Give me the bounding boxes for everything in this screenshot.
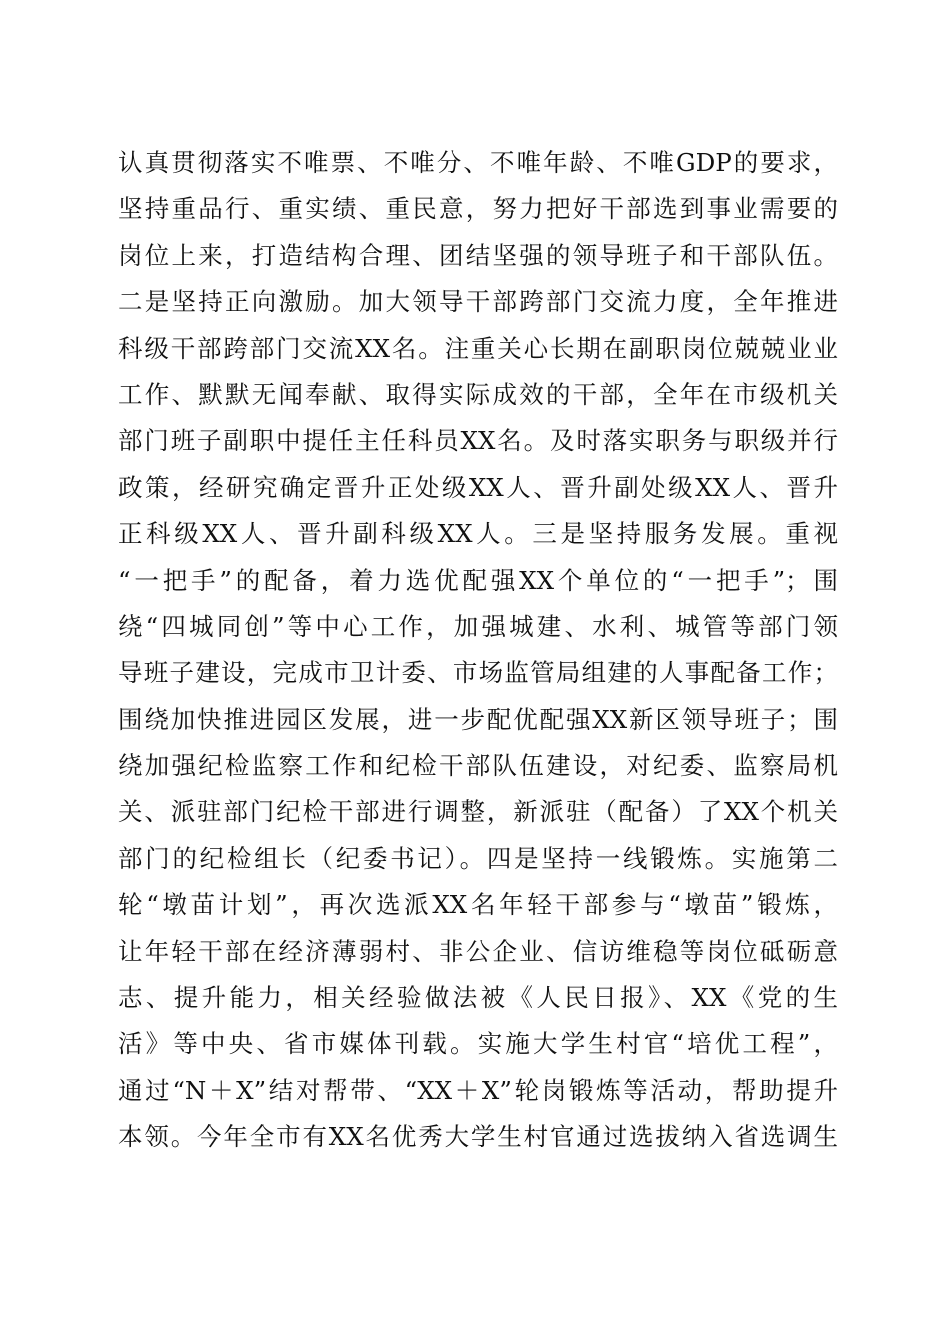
text-line: 二是坚持正向激励。加大领导干部跨部门交流力度，全年推进 [118,287,838,317]
text-line: 轮“墩苗计划”，再次选派XX名年轻干部参与“墩苗”锻炼， [118,890,838,920]
text-line: 工作、默默无闻奉献、取得实际成效的干部，全年在市级机关 [118,379,838,409]
text-line: 认真贯彻落实不唯票、不唯分、不唯年龄、不唯GDP的要求， [118,148,838,177]
text-line: 本领。今年全市有XX名优秀大学生村官通过选拔纳入省选调生 [118,1122,838,1152]
body-paragraph [118,140,838,1161]
text-line: 政策，经研究确定晋升正处级XX人、晋升副处级XX人、晋升 [118,472,838,502]
text-line: 部门班子副职中提任主任科员XX名。及时落实职务与职级并行 [118,426,838,456]
text-line: “一把手”的配备，着力选优配强XX个单位的“一把手”；围 [118,565,838,595]
text-line: 部门的纪检组长（纪委书记）。四是坚持一线锻炼。实施第二 [118,843,838,873]
text-line: 坚持重品行、重实绩、重民意，努力把好干部选到事业需要的 [118,194,838,224]
text-line: 活》等中央、省市媒体刊载。实施大学生村官“培优工程”， [118,1029,838,1059]
text-line: 关、派驻部门纪检干部进行调整，新派驻（配备）了XX个机关 [118,797,838,827]
text-line: 科级干部跨部门交流XX名。注重关心长期在副职岗位兢兢业业 [118,333,838,363]
text-line: 岗位上来，打造结构合理、团结坚强的领导班子和干部队伍。 [118,240,838,270]
text-line: 绕加强纪检监察工作和纪检干部队伍建设，对纪委、监察局机 [118,751,838,781]
text-line: 让年轻干部在经济薄弱村、非公企业、信访维稳等岗位砥砺意 [118,936,838,966]
text-line: 通过“N＋X”结对帮带、“XX＋X”轮岗锻炼等活动，帮助提升 [118,1075,838,1105]
text-line: 绕“四城同创”等中心工作，加强城建、水利、城管等部门领 [118,611,838,641]
text-line: 导班子建设，完成市卫计委、市场监管局组建的人事配备工作； [118,658,838,688]
text-line: 正科级XX人、晋升副科级XX人。三是坚持服务发展。重视 [118,519,838,549]
text-line: 志、提升能力，相关经验做法被《人民日报》、XX《党的生 [118,983,838,1013]
text-line: 围绕加快推进园区发展，进一步配优配强XX新区领导班子；围 [118,704,838,734]
